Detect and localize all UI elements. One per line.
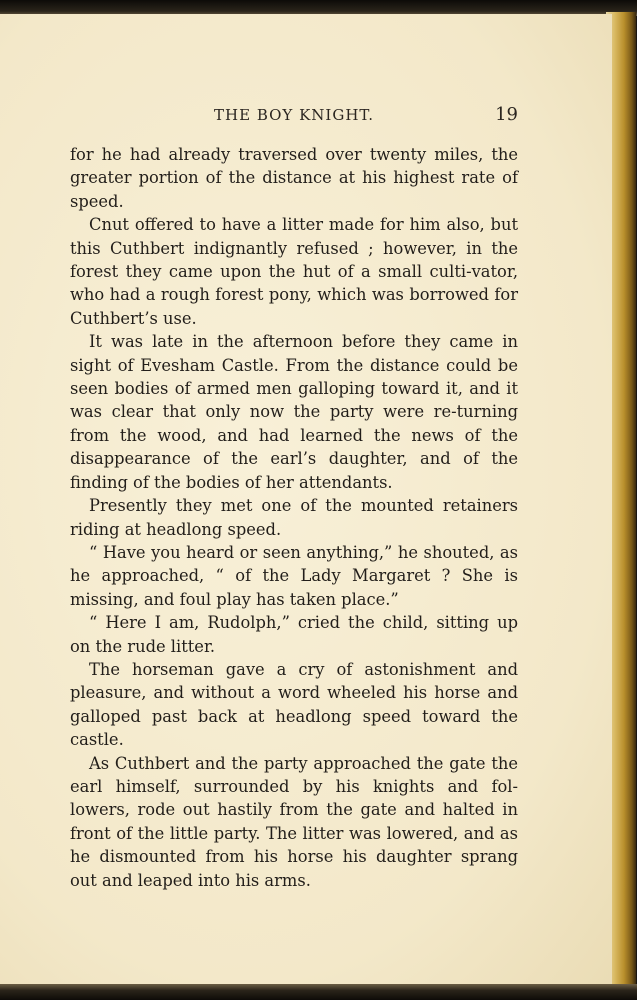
paragraph: for he had already traversed over twenty miles, the greater portion of the distance at his highest rate of speed. <box>70 145 518 211</box>
paragraph: “ Here I am, Rudolph,” cried the child, sitting up on the rude litter. <box>70 613 518 656</box>
paragraph: It was late in the afternoon before they came in sight of Evesham Castle. From the distance could be seen bodies of armed men galloping toward it, and it was clear that only now the party were re-turning from the wood, and had learned the news of the disappearance of the earl’s daughter, and of the finding of the bodies of her attendants. <box>70 332 518 492</box>
paragraph: The horseman gave a cry of astonishment and pleasure, and without a word wheeled his horse and galloped past back at headlong speed toward the castle. <box>70 659 518 750</box>
paragraph: Presently they met one of the mounted retainers riding at headlong speed. <box>70 496 518 539</box>
body-text <box>70 143 518 892</box>
paragraph: Cnut offered to have a litter made for him also, but this Cuthbert indignantly refused ; however, in the forest they came upon the hut of a small culti-vator, who had a rough forest pony, which was borrowed for Cuthbert’s use. <box>70 215 518 328</box>
paragraph: As Cuthbert and the party approached the gate the earl himself, surrounded by his knights and fol-lowers, rode out hastily from the gate and halted in front of the little party. The litter was lowered, and as he dismounted from his horse his daughter sprang out and leaped into his arms. <box>70 753 518 890</box>
paragraph: “ Have you heard or seen anything,” he shouted, as he approached, “ of the Lady Margaret ? She is missing, and foul play has taken place.” <box>70 542 518 609</box>
bottom-scan-shadow <box>0 984 637 1000</box>
running-head: THE BOY KNIGHT. <box>214 106 374 124</box>
page-number: 19 <box>495 104 518 125</box>
page-header <box>70 104 518 128</box>
